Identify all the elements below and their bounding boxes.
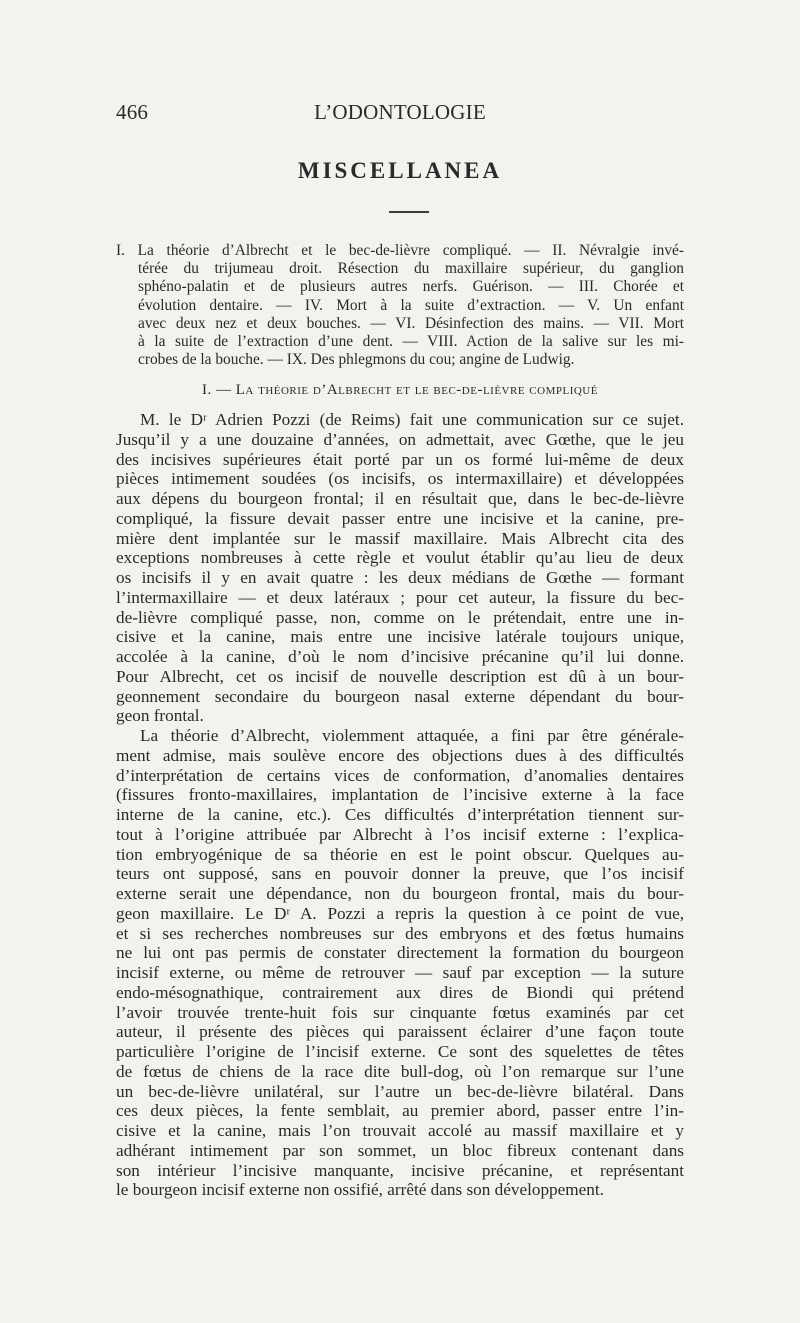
summary-line: crobes de la bouche. — IX. Des phlegmons du cou; angine de Ludwig. bbox=[138, 351, 575, 369]
body-line: teurs ont supposé, sans en pouvoir donner la preuve, que l’os incisif bbox=[116, 864, 684, 884]
body-line: interne de la canine, etc.). Ces difficultés d’interprétation tiennent sur- bbox=[116, 805, 684, 824]
summary-line: évolution dentaire. — IV. Mort à la suite d’extraction. — V. Un enfant bbox=[138, 296, 684, 314]
body-line: geonnement secondaire du bourgeon nasal externe dépendant du bour- bbox=[116, 686, 684, 706]
body-line: ne lui ont pas permis de constater directement la formation du bourgeon bbox=[116, 943, 684, 963]
body-line: mière dent implantée sur le massif maxillaire. Mais Albrecht cita des bbox=[116, 528, 684, 548]
body-line: La théorie d’Albrecht, violemment attaquée, a fini par être générale- bbox=[140, 726, 684, 745]
subheading: I. — La théorie d’Albrecht et le bec-de-lièvre compliqué bbox=[202, 382, 598, 398]
body-line: os incisifs il y en avait quatre : les deux médians de Gœthe — formant bbox=[116, 568, 684, 587]
body-line: compliqué, la fissure devait passer entre une incisive et la canine, pre- bbox=[116, 508, 684, 528]
body-line: exceptions nombreuses à cette règle et voulut établir qu’au lieu de deux bbox=[116, 548, 684, 568]
body-line: cisive et la canine, mais entre une incisive latérale toujours unique, bbox=[116, 627, 684, 647]
body-line: accolée à la canine, d’où le nom d’incisive précanine qu’il lui donne. bbox=[116, 647, 684, 666]
summary-line: sphéno-palatin et de plusieurs autres nerfs. Guérison. — III. Chorée et bbox=[138, 278, 684, 296]
body-line: ces deux pièces, la fente semblait, au premier abord, passer entre l’in- bbox=[116, 1101, 684, 1121]
body-line: l’avoir trouvée trente-huit fois sur cinquante fœtus examinés par cet bbox=[116, 1002, 684, 1022]
body-line: un bec-de-lièvre unilatéral, sur l’autre un bec-de-lièvre bilatéral. Dans bbox=[116, 1081, 684, 1101]
body-line: des incisives supérieures était porté par un os formé lui-même de deux bbox=[116, 449, 684, 469]
summary-line: avec deux nez et deux bouches. — VI. Désinfection des mains. — VII. Mort bbox=[138, 314, 684, 332]
body-line: d’interprétation de certains vices de conformation, d’anomalies dentaires bbox=[116, 765, 684, 785]
body-line: endo-mésognathique, contrairement aux dires de Biondi qui prétend bbox=[116, 982, 684, 1002]
section-title: MISCELLANEA bbox=[297, 158, 503, 183]
body-line: l’intermaxillaire — et deux latéraux ; pour cet auteur, la fissure du bec- bbox=[116, 587, 684, 607]
divider-rule bbox=[389, 211, 429, 213]
body-line: adhérant intimement par son sommet, un bloc fibreux contenant dans bbox=[116, 1140, 684, 1160]
summary-paragraph bbox=[116, 242, 684, 369]
body-line: cisive et la canine, mais l’on trouvait accolé au massif maxillaire et y bbox=[116, 1121, 684, 1140]
body-line: particulière l’origine de l’incisif externe. Ce sont des squelettes de têtes bbox=[116, 1042, 684, 1061]
body-line: externe serait une dépendance, non du bourgeon frontal, mais du bour- bbox=[116, 884, 684, 903]
body-line: son intérieur l’incisive manquante, incisive précanine, et représentant bbox=[116, 1160, 684, 1180]
body-line: aux dépens du bourgeon frontal; il en résultait que, dans le bec-de-lièvre bbox=[116, 489, 684, 508]
body-line: (fissures fronto-maxillaires, implantation de l’incisive externe à la face bbox=[116, 785, 684, 805]
body-line: geon maxillaire. Le Dʳ A. Pozzi a repris la question à ce point de vue, bbox=[116, 903, 684, 923]
body-line: pièces intimement soudées (os incisifs, os intermaxillaire) et développées bbox=[116, 469, 684, 489]
summary-line: térée du trijumeau droit. Résection du maxillaire supérieur, du ganglion bbox=[138, 260, 684, 278]
summary-line: I. La théorie d’Albrecht et le bec-de-lièvre compliqué. — II. Névralgie invé- bbox=[116, 242, 684, 259]
journal-title: L’ODONTOLOGIE bbox=[314, 100, 486, 124]
body-line: Pour Albrecht, cet os incisif de nouvelle description est dû à un bour- bbox=[116, 666, 684, 686]
body-line: le bourgeon incisif externe non ossifié, arrêté dans son développement. bbox=[116, 1180, 604, 1200]
body-line: de fœtus de chiens de la race dite bull-dog, où l’on remarque sur l’une bbox=[116, 1061, 684, 1081]
body-line: tion embryogénique de sa théorie en est le point obscur. Quelques au- bbox=[116, 844, 684, 864]
summary-line: à la suite de l’extraction d’une dent. — VIII. Action de la salive sur les mi- bbox=[138, 333, 684, 351]
body-line: ment admise, mais soulève encore des objections dues à des difficultés bbox=[116, 745, 684, 765]
body-line: incisif externe, ou même de retrouver — sauf par exception — la suture bbox=[116, 963, 684, 982]
body-line: auteur, il présente des pièces qui paraissent éclairer d’une façon toute bbox=[116, 1022, 684, 1042]
page-number: 466 bbox=[116, 100, 149, 124]
body-text bbox=[116, 410, 684, 1200]
body-line: et si ses recherches nombreuses sur des embryons et des fœtus humains bbox=[116, 923, 684, 943]
body-line: tout à l’origine attribuée par Albrecht à l’os incisif externe : l’explica- bbox=[116, 824, 684, 844]
body-line: de-lièvre compliqué passe, non, comme on le prétendait, entre une in- bbox=[116, 607, 684, 627]
body-line: Jusqu’il y a une douzaine d’années, on admettait, avec Gœthe, que le jeu bbox=[116, 429, 684, 449]
body-line: geon frontal. bbox=[116, 706, 204, 726]
body-line: M. le Dʳ Adrien Pozzi (de Reims) fait une communication sur ce sujet. bbox=[140, 410, 684, 429]
